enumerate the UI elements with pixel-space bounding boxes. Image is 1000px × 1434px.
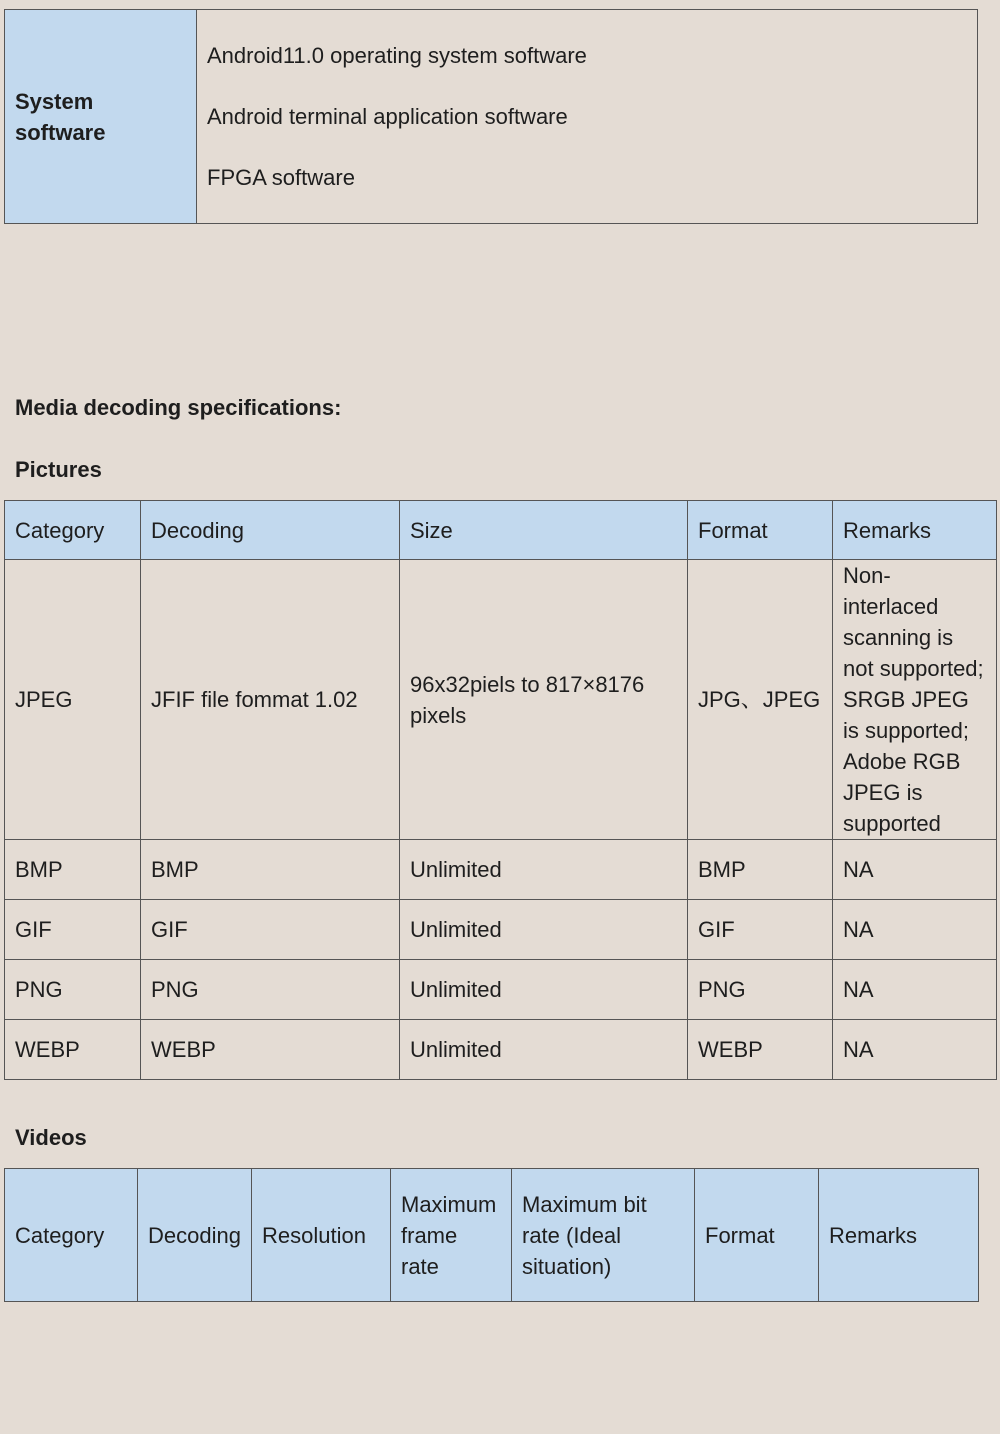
table-cell: PNG (141, 960, 400, 1020)
table-cell: Unlimited (400, 900, 688, 960)
table-cell: NA (833, 1020, 997, 1080)
column-header: Maximum frame rate (391, 1169, 512, 1302)
table-cell: NA (833, 960, 997, 1020)
table-cell: GIF (141, 900, 400, 960)
table-cell: WEBP (5, 1020, 141, 1080)
table-cell: WEBP (141, 1020, 400, 1080)
column-header: Decoding (141, 501, 400, 560)
table-cell: NA (833, 840, 997, 900)
column-header: Size (400, 501, 688, 560)
table-cell: GIF (688, 900, 833, 960)
column-header: Decoding (138, 1169, 252, 1302)
table-cell: BMP (141, 840, 400, 900)
table-cell: Unlimited (400, 840, 688, 900)
column-header: Category (5, 501, 141, 560)
table-cell: BMP (5, 840, 141, 900)
table-row (5, 840, 997, 900)
system-software-item: Android11.0 operating system software (207, 43, 587, 68)
table-row (5, 1020, 997, 1080)
column-header: Format (688, 501, 833, 560)
table-cell: PNG (5, 960, 141, 1020)
table-cell: PNG (688, 960, 833, 1020)
column-header: Resolution (252, 1169, 391, 1302)
table-cell: JFIF file fommat 1.02 (141, 560, 400, 840)
pictures-heading: Pictures (15, 457, 102, 482)
pictures-table (4, 500, 997, 1080)
videos-heading: Videos (15, 1125, 87, 1150)
table-row (5, 560, 997, 840)
table-header-row (5, 501, 997, 560)
media-decoding-heading: Media decoding specifications: (15, 395, 342, 420)
table-cell: BMP (688, 840, 833, 900)
column-header: Maximum bit rate (Ideal situation) (512, 1169, 695, 1302)
system-software-table (4, 9, 978, 224)
table-row (5, 960, 997, 1020)
table-cell: WEBP (688, 1020, 833, 1080)
table-cell: Non-interlaced scanning is not supported; SRGB JPEG is supported; Adobe RGB JPEG is supported (833, 560, 997, 840)
videos-table (4, 1168, 979, 1302)
system-software-label: System software (5, 10, 197, 224)
column-header: Remarks (819, 1169, 979, 1302)
table-row (5, 900, 997, 960)
column-header: Format (695, 1169, 819, 1302)
table-header-row (5, 1169, 979, 1302)
table-cell: GIF (5, 900, 141, 960)
table-cell: Unlimited (400, 1020, 688, 1080)
table-cell: Unlimited (400, 960, 688, 1020)
table-cell: JPG、JPEG (688, 560, 833, 840)
column-header: Category (5, 1169, 138, 1302)
table-cell: NA (833, 900, 997, 960)
system-software-item: Android terminal application software (207, 104, 568, 129)
table-cell: 96x32piels to 817×8176 pixels (400, 560, 688, 840)
system-software-list (197, 10, 978, 224)
system-software-item: FPGA software (207, 165, 355, 190)
table-cell: JPEG (5, 560, 141, 840)
column-header: Remarks (833, 501, 997, 560)
